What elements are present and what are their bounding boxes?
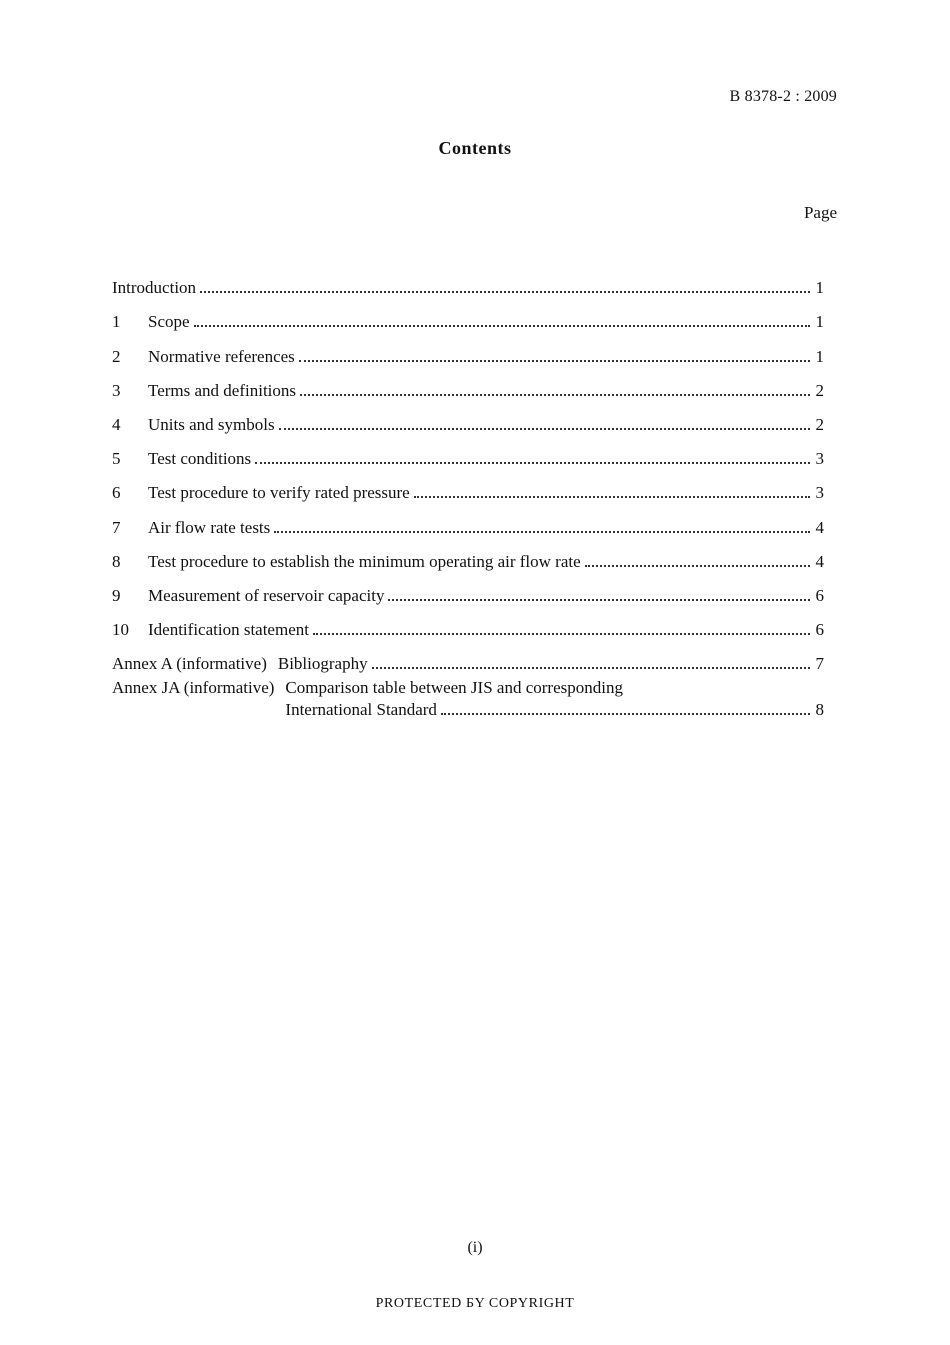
annex-label: Annex JA (informative) — [112, 678, 275, 698]
contents-heading: Contents — [438, 138, 512, 158]
toc-entry-number: 6 — [112, 483, 121, 503]
toc-entry-test-conditions[interactable] — [112, 436, 824, 470]
toc-entry-number: 4 — [112, 414, 121, 434]
toc-entry-annex-ja[interactable] — [112, 675, 824, 721]
dot-leader — [414, 496, 810, 498]
dot-leader — [274, 531, 810, 533]
toc-entry-reservoir-capacity[interactable] — [112, 573, 824, 607]
toc-entry-title-line1: Comparison table between JIS and corresponding — [285, 678, 623, 698]
dot-leader — [441, 713, 810, 715]
toc-entry-page: 6 — [815, 585, 824, 605]
toc-entry-number: 2 — [112, 346, 121, 366]
copyright-notice: PROTECTED БY COPYRIGHT — [375, 1296, 575, 1311]
toc-entry-page: 1 — [815, 312, 824, 332]
toc-entry-page: 6 — [815, 620, 824, 640]
toc-entry-page: 3 — [815, 483, 824, 503]
toc-entry-page: 2 — [815, 414, 824, 434]
toc-entry-title: Identification statement — [148, 620, 309, 640]
toc-entry-title: Bibliography — [277, 654, 368, 674]
toc-entry-scope[interactable] — [112, 299, 824, 333]
toc-entry-title: Test procedure to verify rated pressure — [148, 483, 410, 503]
toc-entry-number: 8 — [112, 551, 121, 571]
dot-leader — [313, 633, 810, 635]
toc-entry-number: 10 — [112, 620, 129, 640]
toc-entry-page: 3 — [815, 449, 824, 469]
dot-leader — [279, 428, 810, 430]
toc-entry-page: 1 — [815, 346, 824, 366]
toc-entry-page: 7 — [815, 654, 824, 674]
toc-entry-title: Introduction — [112, 278, 197, 298]
document-id: B 8378-2 : 2009 — [729, 88, 837, 105]
toc-entry-title: Air flow rate tests — [148, 517, 271, 537]
toc-entry-number: 7 — [112, 517, 121, 537]
dot-leader — [200, 291, 810, 293]
dot-leader — [372, 667, 810, 669]
dot-leader — [194, 325, 810, 327]
annex-label: Annex A (informative) — [112, 654, 267, 674]
toc-entry-introduction[interactable] — [112, 265, 824, 299]
toc-entry-normative-references[interactable] — [112, 333, 824, 367]
toc-entry-title: Units and symbols — [148, 414, 275, 434]
toc-entry-number: 1 — [112, 312, 121, 332]
toc-entry-page: 1 — [815, 278, 824, 298]
toc-entry-identification-statement[interactable] — [112, 607, 824, 641]
page-column-label: Page — [803, 203, 837, 222]
dot-leader — [299, 360, 810, 362]
toc-entry-verify-rated-pressure[interactable] — [112, 470, 824, 504]
page-folio: (i) — [467, 1239, 483, 1256]
toc-entry-air-flow-rate-tests[interactable] — [112, 504, 824, 538]
toc-entry-minimum-operating-air-flow[interactable] — [112, 539, 824, 573]
toc-entry-units-and-symbols[interactable] — [112, 402, 824, 436]
toc-entry-page: 4 — [815, 517, 824, 537]
dot-leader — [300, 394, 810, 396]
toc-entry-number: 5 — [112, 449, 121, 469]
dot-leader — [388, 599, 810, 601]
table-of-contents — [112, 265, 824, 721]
toc-entry-page: 8 — [815, 700, 824, 720]
toc-entry-number: 9 — [112, 585, 121, 605]
dot-leader — [255, 462, 810, 464]
toc-entry-title: Measurement of reservoir capacity — [148, 585, 385, 605]
toc-entry-title: Scope — [148, 312, 190, 332]
toc-entry-number: 3 — [112, 380, 121, 400]
toc-entry-title: Normative references — [148, 346, 295, 366]
toc-entry-page: 2 — [815, 380, 824, 400]
toc-entry-title-line2: International Standard — [285, 700, 437, 720]
toc-entry-title: Terms and definitions — [148, 380, 297, 400]
toc-entry-page: 4 — [815, 551, 824, 571]
dot-leader — [585, 565, 810, 567]
toc-entry-terms-and-definitions[interactable] — [112, 368, 824, 402]
toc-entry-annex-a[interactable] — [112, 641, 824, 675]
toc-entry-title: Test procedure to establish the minimum operating air flow rate — [148, 551, 581, 571]
toc-entry-title: Test conditions — [148, 449, 252, 469]
